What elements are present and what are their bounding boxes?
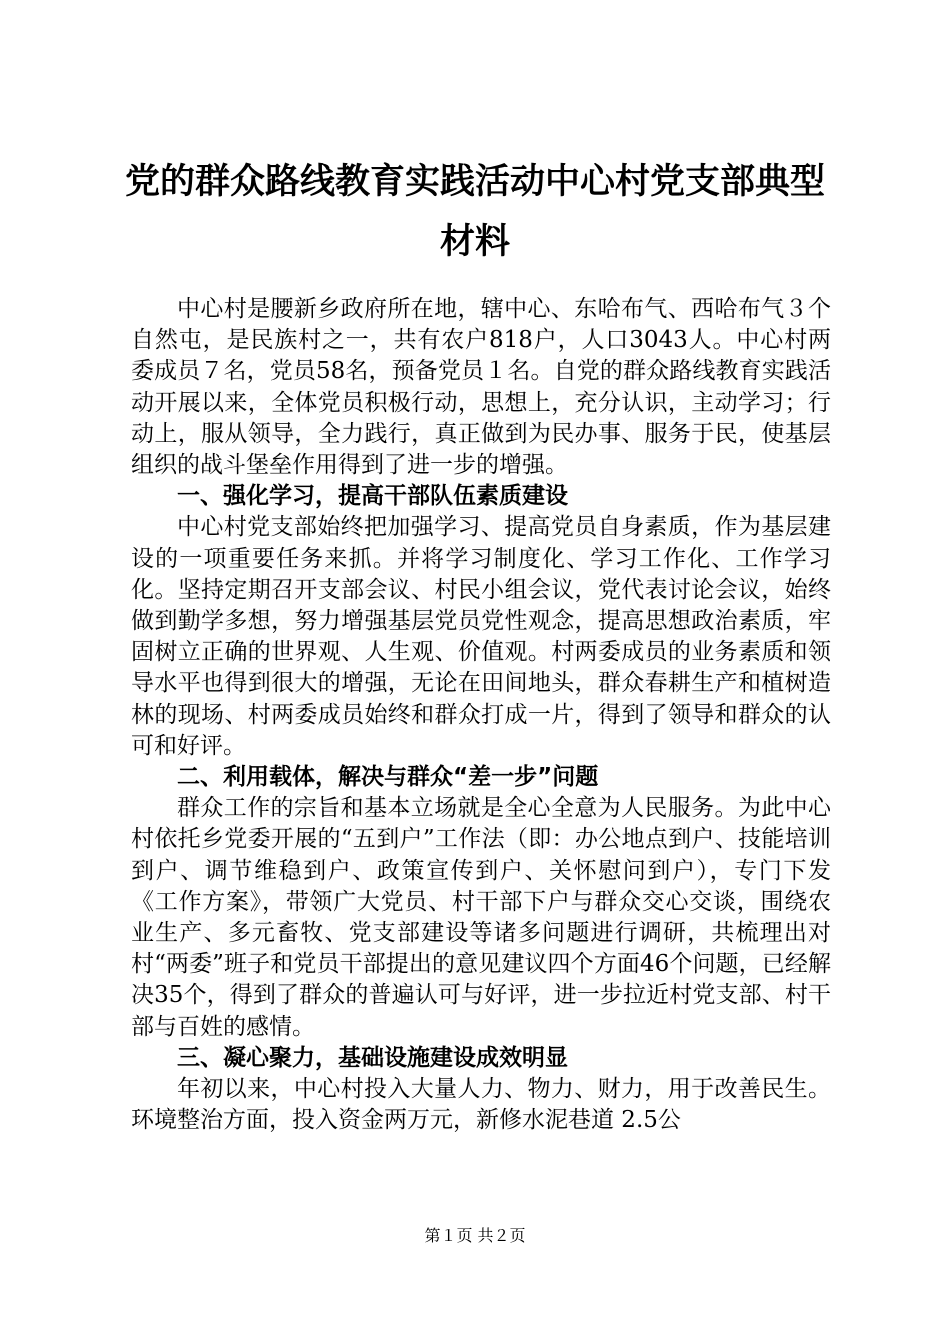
section2-heading: 二、利用载体，解决与群众“差一步”问题 [177,764,599,791]
document-title-line1: 党的群众路线教育实践活动中心村党支部典型 [124,162,825,202]
section1-heading: 一、强化学习，提高干部队伍素质建设 [177,483,568,510]
section3-heading: 三、凝心聚力，基础设施建设成效明显 [177,1044,568,1071]
document-body [131,294,831,1136]
section1-paragraph: 中心村党支部始终把加强学习、提高党员自身素质，作为基层建设的一项重要任务来抓。并将学习制度化、学习工作化、工作学习化。坚持定期召开支部会议、村民小组会议，党代表讨论会议，始终做到勤学多想，努力增强基层党员党性观念，提高思想政治素质，牢固树立正确的世界观、人生观、价值观。村两委成员的业务素质和领导水平也得到很大的增强，无论在田间地头，群众春耕生产和植树造林的现场、村两委成员始终和群众打成一片，得到了领导和群众的认可和好评。 [131,514,831,759]
page-footer: 第１页 共２页 [424,1226,526,1245]
section2-paragraph: 群众工作的宗旨和基本立场就是全心全意为人民服务。为此中心村依托乡党委开展的“五到户”工作法（即：办公地点到户、技能培训到户、调节维稳到户、政策宣传到户、关怀慰问到户），专门下发《工作方案》，带领广大党员、村干部下户与群众交心交谈，围绕农业生产、多元畜牧、党支部建设等诸多问题进行调研，共梳理出对村“两委”班子和党员干部提出的意见建议四个方面46个问题，已经解决35个，得到了群众的普遍认可与好评，进一步拉近村党支部、村干部与百姓的感情。 [131,795,831,1040]
intro-paragraph: 中心村是腰新乡政府所在地，辖中心、东哈布气、西哈布气３个自然屯，是民族村之一，共有农户818户，人口3043人。中心村两委成员７名，党员58名，预备党员１名。自党的群众路线教育实践活动开展以来，全体党员积极行动，思想上，充分认识，主动学习；行动上，服从领导，全力践行，真正做到为民办事、服务于民，使基层组织的战斗堡垒作用得到了进一步的增强。 [131,296,831,479]
document-title-line2: 材料 [439,222,510,262]
section3-paragraph: 年初以来，中心村投入大量人力、物力、财力，用于改善民生。环境整治方面，投入资金两万元，新修水泥巷道 2.5公 [131,1076,831,1134]
